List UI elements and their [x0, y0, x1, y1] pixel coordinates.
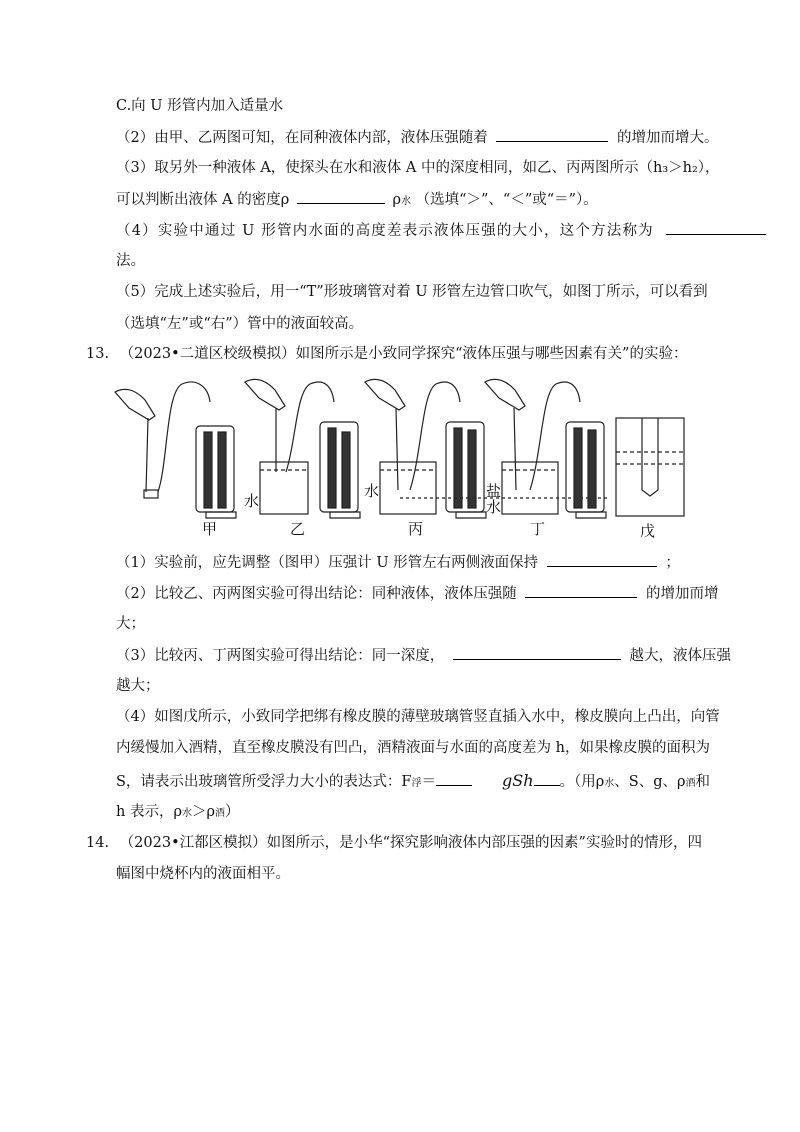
q13-part1	[116, 552, 680, 573]
q12-part4-line2: 法。	[116, 253, 145, 269]
q13-part1-end: ；	[665, 555, 680, 571]
q12-part5-text: （选填“左”或“右”）管中的液面较高。	[116, 316, 364, 332]
q13-part4-text: S，请表示出玻璃管所受浮力大小的表达式：F	[116, 774, 412, 790]
q12-part3-line2	[116, 189, 598, 212]
q13-part4-text-tail: 、S、g、ρ	[614, 774, 686, 790]
rho-symbol: ρ	[392, 192, 401, 208]
q12-part3-line1: （3）取另外一种液体 A，使探头在水和液体 A 中的深度相同，如乙、丙两图所示（h₃＞h₂），	[116, 160, 720, 176]
pressure-gauge-diagram	[110, 372, 710, 542]
q14-line1: （2023•江都区模拟）如图所示，是小华“探究影响液体内部压强的因素”实验时的情形，四	[119, 835, 702, 851]
figure-label-wu: 戊	[640, 522, 656, 540]
figure-label-bing: 丙	[408, 520, 424, 538]
answer-blank[interactable]	[436, 771, 472, 786]
q13-part2-line2: 大；	[116, 616, 145, 632]
q14-line2: 幅图中烧杯内的液面相平。	[116, 866, 290, 882]
experiment-figure	[110, 372, 710, 542]
answer-blank[interactable]	[297, 189, 385, 204]
label-water: 水	[364, 482, 380, 500]
hand-icon	[365, 379, 405, 410]
answer-blank[interactable]	[534, 771, 560, 786]
q13-part4-line4	[116, 802, 240, 824]
figure-label-ding: 丁	[530, 520, 546, 538]
subscript-water: 水	[604, 778, 615, 789]
hand-icon	[115, 389, 155, 420]
q13-part4-line2: 内缓慢加入酒精，直至橡皮膜没有凹凸，酒精液面与水面的高度差为 h，如果橡皮膜的面积为	[116, 740, 710, 756]
q12-part4-text: （4）实验中通过 U 形管内水面的高度差表示液体压强的大小，这个方法称为	[116, 223, 654, 239]
q12-part5-line1: （5）完成上述实验后，用一“T”形玻璃管对着 U 形管左边管口吹气，如图丁所示，可以看到	[116, 284, 708, 300]
q12-part3-text: 可以判断出液体 A 的密度ρ	[116, 192, 290, 208]
q12-part4-line1	[116, 220, 766, 241]
q13-part3-end: 越大，液体压强	[629, 648, 731, 664]
q12-part2-text: （2）由甲、乙两图可知，在同种液体内部，液体压强随着	[116, 130, 488, 146]
subscript-alcohol: 酒	[685, 778, 696, 789]
equals-sign: ＝	[421, 774, 436, 790]
figure-label-yi: 乙	[290, 520, 306, 538]
answer-blank[interactable]	[547, 552, 657, 567]
q12-part5-line2	[116, 313, 363, 334]
q13-part2-end: 的增加而增	[645, 586, 719, 602]
q13-part4-line4-end: ）	[225, 804, 240, 820]
hand-icon	[245, 379, 285, 410]
figure-label-jia: 甲	[202, 520, 218, 538]
answer-blank[interactable]	[453, 645, 621, 660]
q13-part4-line3	[116, 771, 710, 794]
q13-part4-text-end: 和	[695, 774, 711, 790]
answer-blank[interactable]	[525, 583, 637, 598]
q13-part4-line4-text: h 表示，ρ	[116, 804, 182, 820]
q13-part2	[116, 583, 718, 604]
q13-part3-line2: 越大；	[116, 678, 160, 694]
q13-part4-line1: （4）如图戊所示，小致同学把绑有橡皮膜的薄壁玻璃管竖直插入水中，橡皮膜向上凸出，向管	[116, 709, 720, 725]
q12-part2-text-end: 的增加而增大。	[616, 130, 719, 146]
q12-part2	[116, 127, 718, 148]
q13-part4-line4-mid: ＞ρ	[191, 804, 216, 820]
q13-part2-text: （2）比较乙、丙两图实验可得出结论：同种液体，液体压强随	[116, 586, 517, 602]
answer-expression: gSh	[502, 771, 534, 790]
q12-option-c: C.向 U 形管内加入适量水	[116, 98, 284, 114]
q13-header	[86, 344, 687, 364]
subscript-alcohol: 酒	[215, 808, 226, 819]
question-number: 14.	[86, 835, 110, 851]
subscript-buoyancy: 浮	[411, 778, 422, 789]
question-number: 13.	[86, 346, 110, 362]
q13-intro: （2023•二道区校级模拟）如图所示是小致同学探究“液体压强与哪些因素有关”的实验：	[119, 346, 688, 362]
q12-part3-text-end: （选填“＞”、“＜”或“＝”）。	[415, 192, 598, 208]
hand-icon	[485, 379, 525, 410]
q13-part4-text-mid: 。（用ρ	[559, 774, 605, 790]
q13-part3-text: （3）比较丙、丁两图实验可得出结论：同一深度，	[116, 648, 445, 664]
label-brine: 水	[486, 498, 502, 516]
subscript-water: 水	[400, 196, 411, 207]
subscript-water: 水	[181, 808, 192, 819]
label-brine: 盐	[486, 482, 502, 500]
q14-header	[86, 833, 702, 853]
label-water: 水	[244, 492, 260, 510]
q13-part3	[116, 645, 731, 666]
q13-part1-text: （1）实验前，应先调整（图甲）压强计 U 形管左右两侧液面保持	[116, 555, 539, 571]
answer-blank[interactable]	[666, 220, 766, 235]
answer-blank[interactable]	[496, 127, 608, 142]
